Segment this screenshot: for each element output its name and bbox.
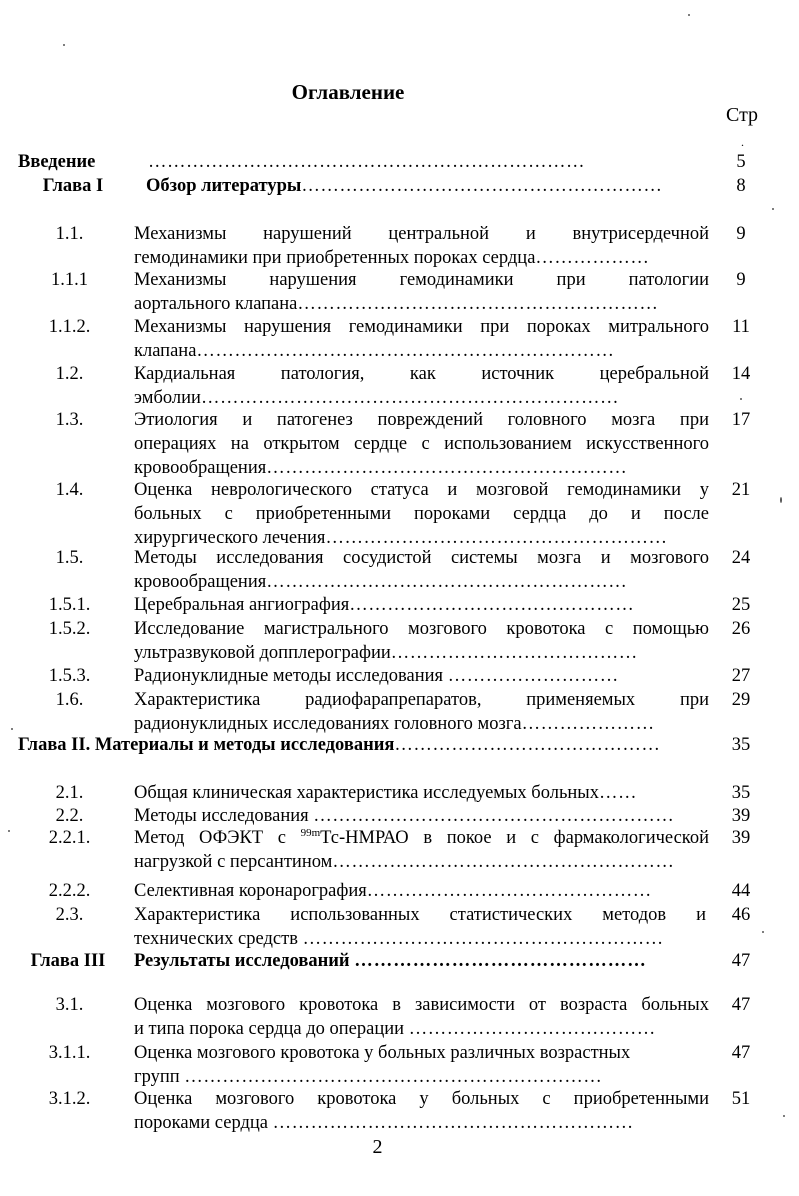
entry-number: 2.1. <box>55 783 84 803</box>
dot-leader: ………………………………………………… <box>297 294 659 314</box>
entry-title-line: Тс-НМРАО в покое и с фармакологической <box>320 828 710 848</box>
dot-leader: ……………………………………… <box>366 881 652 901</box>
scan-speck <box>772 208 774 210</box>
entry-number: 2.2. <box>55 806 84 826</box>
entry-page: 51 <box>731 1089 751 1109</box>
entry-number: 2.2.1. <box>48 828 91 848</box>
entry-page: 47 <box>731 1043 751 1063</box>
scan-speck <box>762 931 764 933</box>
dot-leader: ………………………………………………… <box>302 929 664 949</box>
dot-leader: ……………………………………………… <box>325 528 668 548</box>
entry-title-line: Методы исследования <box>134 806 309 826</box>
entry-title-line: Кардиальная патология, как источник церебральной <box>134 364 709 384</box>
entry-title-line: радионуклидных исследованиях головного мозга <box>134 714 522 734</box>
entry-title-line: Оценка мозгового кровотока в зависимости от возраста больных <box>134 995 709 1015</box>
entry-title-line: кровообращения <box>134 572 267 592</box>
entry-number: 2.2.2. <box>48 881 91 901</box>
entry-number: 2.3. <box>55 905 84 925</box>
page-column-label: Стр <box>726 104 759 126</box>
entry-page: 47 <box>731 951 751 971</box>
entry-page: 21 <box>731 480 751 500</box>
entry-number: 1.1.1 <box>51 270 88 290</box>
entry-title-line: пороками сердца <box>134 1113 268 1133</box>
entry-number: Введение <box>18 152 96 172</box>
dot-leader: …………………………………………………………… <box>148 152 585 172</box>
chapter-title: Глава II. Материалы и методы исследования <box>18 735 395 755</box>
entry-number: 1.5. <box>55 548 84 568</box>
entry-number: 1.1. <box>55 224 84 244</box>
entry-title-line: Оценка неврологического статуса и мозговой гемодинамики у <box>134 480 709 500</box>
dot-leader: ……………… <box>535 248 650 268</box>
entry-title-line: кровообращения <box>134 458 267 478</box>
entry-page: 29 <box>731 690 751 710</box>
entry-number: 1.4. <box>55 480 84 500</box>
entry-title-line: групп <box>134 1067 180 1087</box>
scan-speck <box>688 14 690 16</box>
entry-title-line: Общая клиническая характеристика исследуемых больных <box>134 783 599 803</box>
chapter-label: Глава III <box>30 951 106 971</box>
entry-number: 3.1.2. <box>48 1089 91 1109</box>
entry-page: 9 <box>736 224 746 244</box>
entry-page: 39 <box>731 806 751 826</box>
entry-title-line: Оценка мозгового кровотока у больных с приобретенными <box>134 1089 709 1109</box>
entry-page: 47 <box>731 995 751 1015</box>
entry-title-line: Оценка мозгового кровотока у больных различных возрастных <box>134 1043 631 1063</box>
dot-leader: ………………………………………………………… <box>184 1067 603 1087</box>
entry-page: 14 <box>731 364 751 384</box>
entry-title-line: хирургического лечения <box>134 528 326 548</box>
dot-leader: ………………………………………………… <box>266 458 628 478</box>
isotope-superscript: 99m <box>300 826 321 839</box>
entry-title-line: Механизмы нарушений центральной и внутрисердечной <box>134 224 709 244</box>
entry-number: 1.6. <box>55 690 84 710</box>
entry-number: 1.2. <box>55 364 84 384</box>
entry-page: 46 <box>731 905 751 925</box>
entry-title-line: и типа порока сердца до операции <box>134 1019 405 1039</box>
entry-title-line: больных с приобретенными пороками сердца до и после <box>134 504 709 524</box>
entry-page: 25 <box>731 595 751 615</box>
dot-leader: ………………………………………………………… <box>196 341 615 361</box>
entry-page: 35 <box>731 735 751 755</box>
entry-title-line: Механизмы нарушения гемодинамики при пороках митрального <box>134 317 709 337</box>
entry-title-line: операциях на открытом сердце с использованием искусственного <box>134 434 709 454</box>
entry-number: 1.5.1. <box>48 595 91 615</box>
entry-title-line: Радионуклидные методы исследования <box>134 666 444 686</box>
page-number: 2 <box>372 1136 383 1158</box>
entry-page: 17 <box>731 410 751 430</box>
chapter-title: Обзор литературы <box>146 176 302 196</box>
entry-title-line: эмболии <box>134 388 201 408</box>
dot-leader: ……………………… <box>447 666 619 686</box>
dot-leader: ………………………………………………… <box>301 176 663 196</box>
entry-title-line: Селективная коронарография <box>134 881 367 901</box>
dot-leader: ……………………………………… <box>349 595 635 615</box>
entry-title-line: Исследование магистрального мозгового кровотока с помощью <box>134 619 709 639</box>
scan-speck <box>63 44 65 46</box>
entry-page: 24 <box>731 548 751 568</box>
entry-number: 3.1. <box>55 995 84 1015</box>
entry-title-line: Этиология и патогенез повреждений головного мозга при <box>134 410 709 430</box>
dot-leader: ………………………………… <box>408 1019 656 1039</box>
entry-number: 1.3. <box>55 410 84 430</box>
chapter-label: Глава I <box>42 176 104 196</box>
entry-number: 3.1.1. <box>48 1043 91 1063</box>
entry-title-line: аортального клапана <box>134 294 298 314</box>
dot-leader: ………………………………………………… <box>266 572 628 592</box>
entry-title-line: Характеристика радиофарапрепаратов, применяемых при <box>134 690 709 710</box>
entry-title-line: Церебральная ангиография <box>134 595 350 615</box>
entry-page: 39 <box>731 828 751 848</box>
dot-leader: …………………………………… <box>394 735 661 755</box>
scan-speck <box>740 398 742 400</box>
entry-title-line: Методы исследования сосудистой системы мозга и мозгового <box>134 548 709 568</box>
entry-page: 5 <box>736 152 746 172</box>
entry-page: 26 <box>731 619 751 639</box>
entry-title-line: Характеристика использованных статистических методов и <box>134 905 706 925</box>
entry-page: 11 <box>732 317 750 337</box>
dot-leader: ……………………………………………… <box>332 852 675 872</box>
entry-page: 35 <box>731 783 751 803</box>
entry-title-line: гемодинамики при приобретенных пороках сердца <box>134 248 536 268</box>
dot-leader: ……………………………………… <box>354 951 647 971</box>
dot-leader: ………………………………………………… <box>272 1113 634 1133</box>
page-column-label-dot: . <box>741 135 744 149</box>
entry-page: 44 <box>731 881 751 901</box>
entry-page: 27 <box>731 666 751 686</box>
entry-page: 9 <box>736 270 746 290</box>
scan-speck <box>783 1115 785 1117</box>
scan-speck <box>8 830 10 832</box>
entry-number: 1.5.3. <box>48 666 91 686</box>
entry-number: 1.5.2. <box>48 619 91 639</box>
entry-title-line: технических средств <box>134 929 298 949</box>
dot-leader: …… <box>598 783 637 803</box>
entry-title-line: ультразвуковой допплерографии <box>134 643 391 663</box>
entry-title-line: нагрузкой с персантином <box>134 852 333 872</box>
entry-number: 1.1.2. <box>48 317 91 337</box>
dot-leader: ………………… <box>521 714 655 734</box>
entry-title-line: Метод ОФЭКТ с <box>134 828 286 848</box>
entry-title-line: клапана <box>134 341 197 361</box>
entry-title-line: Механизмы нарушения гемодинамики при патологии <box>134 270 709 290</box>
chapter-title: Результаты исследований <box>134 951 350 971</box>
page-title: Оглавление <box>291 80 405 104</box>
scan-speck <box>780 497 782 503</box>
dot-leader: ………………………………………………… <box>313 806 675 826</box>
dot-leader: ………………………………………………………… <box>200 388 619 408</box>
dot-leader: ………………………………… <box>390 643 638 663</box>
entry-page: 8 <box>736 176 746 196</box>
scan-speck <box>11 728 13 730</box>
